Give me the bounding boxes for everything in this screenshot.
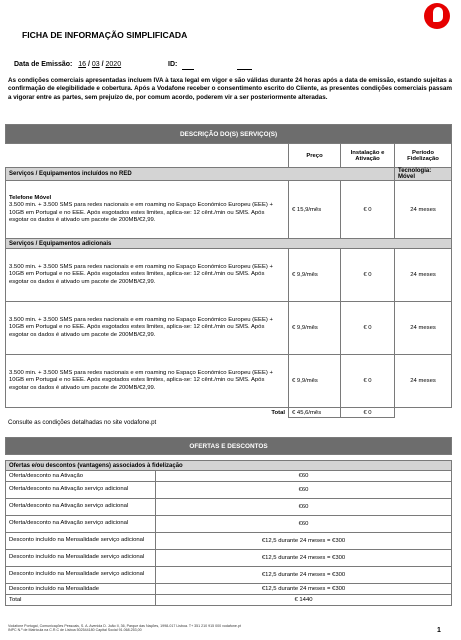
main-service-period: 24 meses bbox=[395, 181, 452, 239]
table-row bbox=[6, 584, 452, 595]
offer-label: Oferta/desconto na Ativação serviço adicional bbox=[6, 516, 156, 533]
main-service-name: Telefone Móvel bbox=[9, 194, 52, 201]
page-title: FICHA DE INFORMAÇÃO SIMPLIFICADA bbox=[22, 30, 188, 40]
main-service-price: € 15,9/mês bbox=[289, 181, 341, 239]
services-band-title: DESCRIÇÃO DO(S) SERVIÇO(S) bbox=[6, 125, 452, 144]
table-row bbox=[6, 355, 452, 408]
offers-total-label: Total bbox=[6, 595, 156, 606]
total-row bbox=[6, 408, 452, 418]
additional-service-price: € 9,9/mês bbox=[289, 355, 341, 408]
offer-label: Desconto incluído na Mensalidade serviço adicional bbox=[6, 550, 156, 567]
id-field-line bbox=[237, 69, 252, 70]
date-label: Data de Emissão: bbox=[14, 61, 73, 68]
offer-value: €60 bbox=[156, 471, 452, 482]
table-row bbox=[6, 482, 452, 499]
offers-table bbox=[5, 437, 452, 606]
section-red-header: Serviços / Equipamentos incluídos no RED bbox=[6, 168, 395, 181]
offers-band-title: OFERTAS E DESCONTOS bbox=[6, 438, 452, 455]
total-label: Total bbox=[6, 408, 289, 418]
conditions-note: Consulte as condições detalhadas no site vodafone.pt bbox=[8, 419, 157, 426]
id-label: ID: bbox=[168, 61, 178, 68]
id-field-line bbox=[182, 69, 194, 70]
table-row bbox=[6, 249, 452, 302]
table-row bbox=[6, 516, 452, 533]
col-install-header: Instalação e Ativação bbox=[341, 144, 395, 168]
offer-value: €12,5 durante 24 meses = €300 bbox=[156, 584, 452, 595]
offer-label: Desconto incluído na Mensalidade bbox=[6, 584, 156, 595]
footer-line: INPC N.º de Matrícula na C.R.C de Lisboa 502544180 Capital Social 91.068.253,00 bbox=[8, 628, 142, 633]
blank-cell bbox=[395, 408, 452, 418]
main-service-cell bbox=[6, 181, 289, 239]
col-price-header: Preço bbox=[289, 144, 341, 168]
offer-label: Desconto incluído na Mensalidade serviço adicional bbox=[6, 567, 156, 584]
additional-service-period: 24 meses bbox=[395, 249, 452, 302]
offer-value: €60 bbox=[156, 482, 452, 499]
date-year: 2020 bbox=[105, 61, 122, 68]
table-row bbox=[6, 533, 452, 550]
date-month: 03 bbox=[91, 61, 100, 68]
additional-service-price: € 9,9/mês bbox=[289, 249, 341, 302]
table-row bbox=[6, 302, 452, 355]
offers-section-header: Ofertas e/ou descontos (vantagens) associados à fidelização bbox=[6, 461, 452, 471]
date-day: 16 bbox=[78, 61, 86, 68]
offer-value: €12,5 durante 24 meses = €300 bbox=[156, 567, 452, 584]
company-footer bbox=[8, 624, 408, 633]
page-number: 1 bbox=[437, 627, 441, 634]
additional-service-install: € 0 bbox=[341, 302, 395, 355]
total-install: € 0 bbox=[341, 408, 395, 418]
additional-service-price: € 9,9/mês bbox=[289, 302, 341, 355]
offer-label: Oferta/desconto na Ativação bbox=[6, 471, 156, 482]
offer-value: €12,5 durante 24 meses = €300 bbox=[156, 550, 452, 567]
additional-service-desc: 3.500 min. + 3.500 SMS para redes nacionais e em roaming no Espaço Económico Europeu (EEE) + 10GB em Portugal e no EEE. Após esgotados estes limites, aplica-se: 12 cênt./min ou SMS. Após esgotar os dados é ativado um pacote de 200MB/€2,99. bbox=[6, 302, 289, 355]
table-row bbox=[6, 499, 452, 516]
date-separator: / bbox=[101, 61, 104, 68]
offer-value: €12,5 durante 24 meses = €300 bbox=[156, 533, 452, 550]
additional-service-period: 24 meses bbox=[395, 355, 452, 408]
offers-total-value: € 1440 bbox=[156, 595, 452, 606]
offers-total-row bbox=[6, 595, 452, 606]
col-period-header: Período Fidelização bbox=[395, 144, 452, 168]
additional-service-desc: 3.500 min. + 3.500 SMS para redes nacionais e em roaming no Espaço Económico Europeu (EEE) + 10GB em Portugal e no EEE. Após esgotados estes limites, aplica-se: 12 cênt./min ou SMS. Após esgotar os dados é ativado um pacote de 200MB/€2,99. bbox=[6, 355, 289, 408]
offer-label: Oferta/desconto na Ativação serviço adicional bbox=[6, 482, 156, 499]
additional-service-install: € 0 bbox=[341, 355, 395, 408]
table-row bbox=[6, 181, 452, 239]
section-additional-header: Serviços / Equipamentos adicionais bbox=[6, 239, 452, 249]
date-separator: / bbox=[87, 61, 90, 68]
table-row bbox=[6, 550, 452, 567]
vodafone-logo-icon bbox=[424, 3, 450, 29]
offer-label: Desconto incluído na Mensalidade serviço adicional bbox=[6, 533, 156, 550]
services-table bbox=[5, 124, 452, 418]
offer-value: €60 bbox=[156, 516, 452, 533]
footer-line: Vodafone Portugal, Comunicações Pessoais, S. A. Avenida D. João II, 36, Parque das Nações, 1998-017 Lisboa. T+ 351 210 915 000 vodafone.pt bbox=[8, 624, 241, 628]
technology-label: Tecnologia: Móvel bbox=[395, 168, 452, 181]
additional-service-install: € 0 bbox=[341, 249, 395, 302]
issue-date bbox=[14, 61, 121, 68]
offer-label: Oferta/desconto na Ativação serviço adicional bbox=[6, 499, 156, 516]
additional-service-desc: 3.500 min. + 3.500 SMS para redes nacionais e em roaming no Espaço Económico Europeu (EEE) + 10GB em Portugal e no EEE. Após esgotados estes limites, aplica-se: 12 cênt./min ou SMS. Após esgotar os dados é ativado um pacote de 200MB/€2,99. bbox=[6, 249, 289, 302]
main-service-install: € 0 bbox=[341, 181, 395, 239]
intro-paragraph: As condições comerciais apresentadas incluem IVA à taxa legal em vigor e são válidas durante 24 horas após a data de emissão, estando sujeitas a confirmação de elegibilidade e cobertura. Após a Vodafone receber o consentimento escrito do Cliente, as presentes condições comerciais passam a vigorar entre as partes, sem prejuízo de, por comum acordo, poderem vir a ser posteriormente alteradas. bbox=[8, 77, 452, 101]
table-row bbox=[6, 471, 452, 482]
additional-service-period: 24 meses bbox=[395, 302, 452, 355]
offer-value: €60 bbox=[156, 499, 452, 516]
main-service-desc: 3.500 min. + 3.500 SMS para redes nacionais e em roaming no Espaço Económico Europeu (EEE) + 10GB em Portugal e no EEE. Após esgotados estes limites, aplica-se: 12 cênt./min ou SMS. Após esgotar os dados é ativado um pacote de 200MB/€2,99. bbox=[9, 202, 273, 223]
table-row bbox=[6, 567, 452, 584]
total-price: € 45,6/mês bbox=[289, 408, 341, 418]
blank-header-cell bbox=[6, 144, 289, 168]
